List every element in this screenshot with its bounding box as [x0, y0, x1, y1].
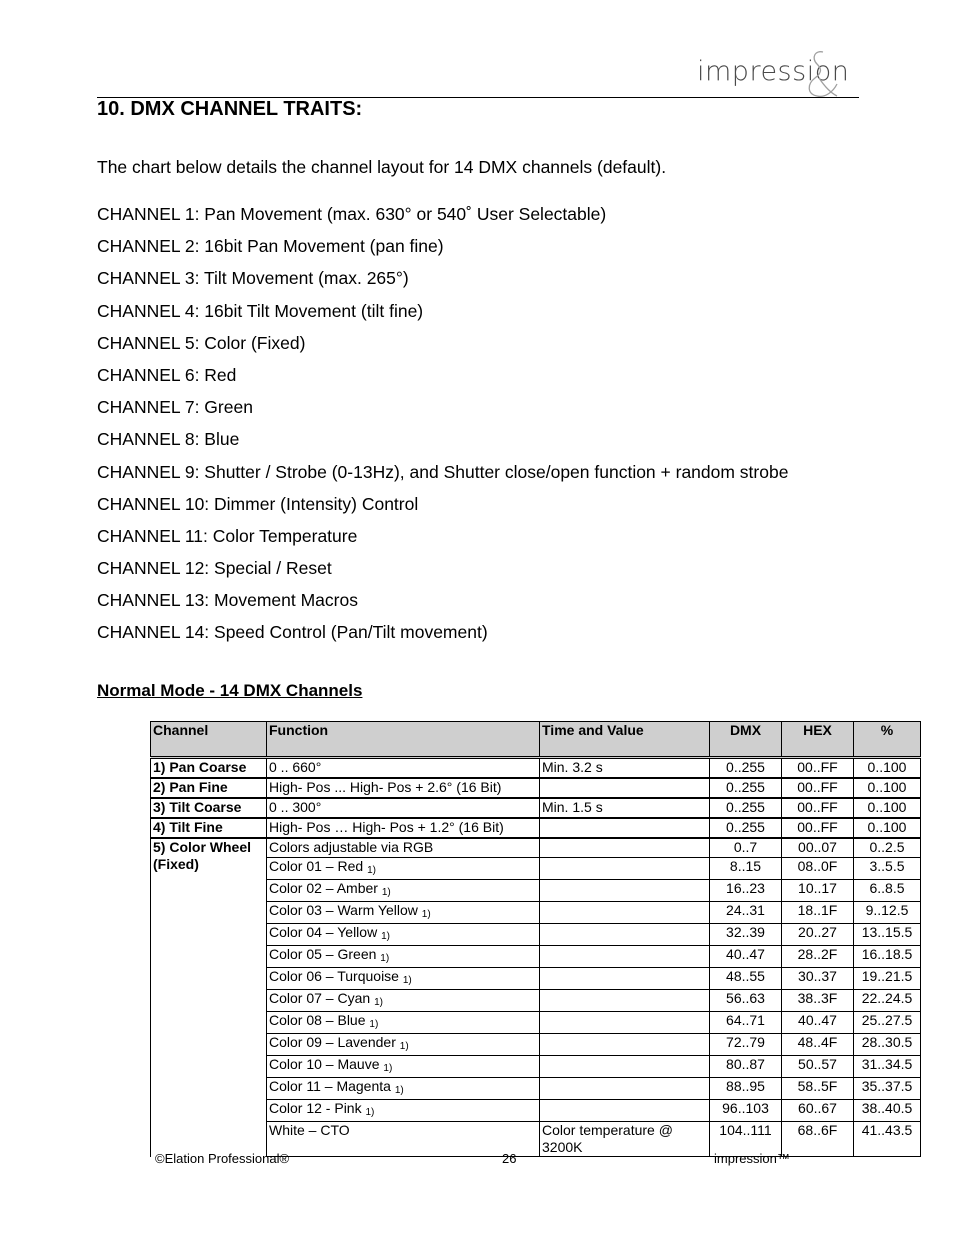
dmx-cell: 0..255	[710, 778, 782, 798]
footnote-marker: 1)	[402, 975, 412, 986]
time-cell	[540, 858, 710, 880]
channel-item: CHANNEL 8: Blue	[97, 429, 240, 450]
table-row	[151, 902, 921, 924]
footnote-marker: 1)	[381, 931, 390, 942]
channel-item: CHANNEL 9: Shutter / Strobe (0-13Hz), and Shutter close/open function + random strobe	[97, 461, 789, 482]
channel-item: CHANNEL 3: Tilt Movement (max. 265°)	[97, 268, 409, 289]
function-cell	[267, 1100, 540, 1122]
time-cell	[540, 1100, 710, 1122]
function-cell	[267, 902, 540, 924]
percent-cell: 0..100	[854, 798, 921, 818]
dmx-cell: 96..103	[710, 1100, 782, 1122]
function-text: Color 07 – Cyan	[269, 990, 371, 1006]
hex-cell: 60..67	[782, 1100, 854, 1122]
hex-cell: 10..17	[782, 880, 854, 902]
dmx-cell: 56..63	[710, 990, 782, 1012]
table-row	[151, 1100, 921, 1122]
hex-cell: 00..FF	[782, 798, 854, 818]
percent-cell: 25..27.5	[854, 1012, 921, 1034]
hex-cell: 00..FF	[782, 818, 854, 838]
function-text: Color 02 – Amber	[269, 880, 378, 896]
mode-title: Normal Mode - 14 DMX Channels	[97, 681, 363, 700]
function-text: Color 12 - Pink	[269, 1100, 362, 1116]
channel-item: CHANNEL 6: Red	[97, 364, 237, 385]
time-cell	[540, 968, 710, 990]
table-row	[151, 758, 921, 779]
hex-cell: 00..FF	[782, 778, 854, 798]
dmx-cell: 80..87	[710, 1056, 782, 1078]
time-cell	[540, 778, 710, 798]
percent-cell: 3..5.5	[854, 858, 921, 880]
hex-cell: 00..07	[782, 838, 854, 858]
function-text: White – CTO	[269, 1122, 350, 1138]
function-cell	[267, 968, 540, 990]
footnote-marker: 1)	[421, 909, 431, 920]
intro-text: The chart below details the channel layout for 14 DMX channels (default).	[97, 157, 667, 177]
channel-item: CHANNEL 7: Green	[97, 397, 253, 418]
percent-cell: 13..15.5	[854, 924, 921, 946]
dmx-cell: 0..255	[710, 818, 782, 838]
time-cell	[540, 924, 710, 946]
time-cell: Color temperature @ 3200K	[540, 1122, 710, 1157]
percent-cell: 22..24.5	[854, 990, 921, 1012]
dmx-cell: 48..55	[710, 968, 782, 990]
footnote-marker: 1)	[374, 997, 383, 1008]
hex-cell: 20..27	[782, 924, 854, 946]
dmx-channel-table	[150, 721, 921, 1157]
percent-cell: 6..8.5	[854, 880, 921, 902]
function-cell	[267, 858, 540, 880]
function-text: Color 03 – Warm Yellow	[269, 902, 418, 918]
function-text: Color 11 – Magenta	[269, 1078, 391, 1094]
function-cell	[267, 1012, 540, 1034]
dmx-cell: 16..23	[710, 880, 782, 902]
function-text: 0 .. 660°	[269, 759, 322, 775]
column-header: HEX	[782, 722, 854, 758]
function-text: Color 05 – Green	[269, 946, 377, 962]
percent-cell: 16..18.5	[854, 946, 921, 968]
percent-cell: 38..40.5	[854, 1100, 921, 1122]
function-cell	[267, 798, 540, 818]
percent-cell: 28..30.5	[854, 1034, 921, 1056]
table-header-row	[151, 722, 921, 758]
page-number: 26	[502, 1151, 517, 1166]
function-cell	[267, 838, 540, 858]
hex-cell: 58..5F	[782, 1078, 854, 1100]
time-cell	[540, 1078, 710, 1100]
dmx-cell: 72..79	[710, 1034, 782, 1056]
hex-cell: 30..37	[782, 968, 854, 990]
channel-item: CHANNEL 14: Speed Control (Pan/Tilt movement)	[97, 622, 488, 643]
hex-cell: 48..4F	[782, 1034, 854, 1056]
hex-cell: 18..1F	[782, 902, 854, 924]
hex-cell: 08..0F	[782, 858, 854, 880]
function-cell	[267, 1122, 540, 1157]
table-row	[151, 1034, 921, 1056]
table-row	[151, 990, 921, 1012]
dmx-cell: 0..255	[710, 758, 782, 779]
dmx-cell: 32..39	[710, 924, 782, 946]
function-text: Color 09 – Lavender	[269, 1034, 396, 1050]
channel-item: CHANNEL 1: Pan Movement (max. 630° or 540˚ User Selectable)	[97, 204, 607, 224]
footnote-marker: 1)	[380, 953, 390, 964]
ampersand-icon	[793, 48, 843, 100]
function-text: Colors adjustable via RGB	[269, 839, 434, 855]
channel-item: CHANNEL 5: Color (Fixed)	[97, 332, 306, 353]
dmx-cell: 0..7	[710, 838, 782, 858]
table-row	[151, 1012, 921, 1034]
channel-item: CHANNEL 12: Special / Reset	[97, 558, 332, 579]
column-header: %	[854, 722, 921, 758]
function-text: Color 08 – Blue	[269, 1012, 366, 1028]
channel-item: CHANNEL 2: 16bit Pan Movement (pan fine)	[97, 236, 444, 257]
function-cell	[267, 758, 540, 779]
hex-cell: 28..2F	[782, 946, 854, 968]
footnote-marker: 1)	[399, 1041, 409, 1052]
dmx-cell: 64..71	[710, 1012, 782, 1034]
footnote-marker: 1)	[381, 887, 391, 898]
channel-cell: 1) Pan Coarse	[151, 758, 267, 779]
table-row	[151, 778, 921, 798]
function-cell	[267, 1078, 540, 1100]
percent-cell: 0..100	[854, 778, 921, 798]
table-row	[151, 858, 921, 880]
time-cell: Min. 3.2 s	[540, 758, 710, 779]
section-title: 10. DMX CHANNEL TRAITS:	[97, 98, 363, 120]
function-text: 0 .. 300°	[269, 799, 322, 815]
channel-list	[97, 203, 788, 654]
function-text: Color 10 – Mauve	[269, 1056, 380, 1072]
percent-cell: 35..37.5	[854, 1078, 921, 1100]
time-cell	[540, 1012, 710, 1034]
table-row	[151, 1056, 921, 1078]
channel-cell: 4) Tilt Fine	[151, 818, 267, 838]
function-cell	[267, 946, 540, 968]
footnote-marker: 1)	[369, 1019, 379, 1030]
function-text: Color 04 – Yellow	[269, 924, 378, 940]
table-row	[151, 880, 921, 902]
function-cell	[267, 1056, 540, 1078]
function-cell	[267, 1034, 540, 1056]
table-row	[151, 1078, 921, 1100]
hex-cell: 00..FF	[782, 758, 854, 779]
percent-cell: 0..2.5	[854, 838, 921, 858]
dmx-cell: 88..95	[710, 1078, 782, 1100]
table-row	[151, 838, 921, 858]
channel-cell: 5) Color Wheel (Fixed)	[151, 838, 267, 1157]
time-cell: Min. 1.5 s	[540, 798, 710, 818]
channel-cell: 2) Pan Fine	[151, 778, 267, 798]
percent-cell: 0..100	[854, 758, 921, 779]
footnote-marker: 1)	[394, 1085, 404, 1096]
function-text: Color 01 – Red	[269, 858, 364, 874]
time-cell	[540, 880, 710, 902]
time-cell	[540, 946, 710, 968]
time-cell	[540, 990, 710, 1012]
footnote-marker: 1)	[365, 1107, 375, 1118]
hex-cell: 50..57	[782, 1056, 854, 1078]
time-cell	[540, 1034, 710, 1056]
percent-cell: 0..100	[854, 818, 921, 838]
dmx-cell: 0..255	[710, 798, 782, 818]
channel-item: CHANNEL 10: Dimmer (Intensity) Control	[97, 493, 419, 514]
table-row	[151, 924, 921, 946]
hex-cell: 38..3F	[782, 990, 854, 1012]
percent-cell: 19..21.5	[854, 968, 921, 990]
hex-cell: 68..6F	[782, 1122, 854, 1157]
channel-item: CHANNEL 4: 16bit Tilt Movement (tilt fine)	[97, 300, 424, 321]
function-text: High- Pos ... High- Pos + 2.6° (16 Bit)	[269, 779, 502, 795]
dmx-cell: 8..15	[710, 858, 782, 880]
dmx-cell: 40..47	[710, 946, 782, 968]
column-header: DMX	[710, 722, 782, 758]
function-cell	[267, 778, 540, 798]
function-cell	[267, 880, 540, 902]
table-row	[151, 946, 921, 968]
channel-item: CHANNEL 13: Movement Macros	[97, 590, 358, 611]
column-header: Function	[267, 722, 540, 758]
hex-cell: 40..47	[782, 1012, 854, 1034]
table-row	[151, 818, 921, 838]
percent-cell: 41..43.5	[854, 1122, 921, 1157]
column-header: Time and Value	[540, 722, 710, 758]
percent-cell: 9..12.5	[854, 902, 921, 924]
dmx-cell: 104..111	[710, 1122, 782, 1157]
time-cell	[540, 838, 710, 858]
logo-text: impression	[697, 56, 850, 87]
channel-item: CHANNEL 11: Color Temperature	[97, 525, 358, 546]
time-cell	[540, 902, 710, 924]
footer-copyright: ©Elation Professional®	[155, 1151, 290, 1166]
table-row	[151, 798, 921, 818]
time-cell	[540, 1056, 710, 1078]
footnote-marker: 1)	[367, 865, 376, 876]
footnote-marker: 1)	[383, 1063, 393, 1074]
time-cell	[540, 818, 710, 838]
channel-cell: 3) Tilt Coarse	[151, 798, 267, 818]
function-text: Color 06 – Turquoise	[269, 968, 399, 984]
dmx-cell: 24..31	[710, 902, 782, 924]
function-cell	[267, 990, 540, 1012]
function-cell	[267, 818, 540, 838]
function-cell	[267, 924, 540, 946]
percent-cell: 31..34.5	[854, 1056, 921, 1078]
function-text: High- Pos … High- Pos + 1.2° (16 Bit)	[269, 819, 504, 835]
column-header: Channel	[151, 722, 267, 758]
table-row	[151, 968, 921, 990]
footer-product: impression™	[714, 1151, 790, 1166]
brand-logo	[697, 48, 862, 100]
